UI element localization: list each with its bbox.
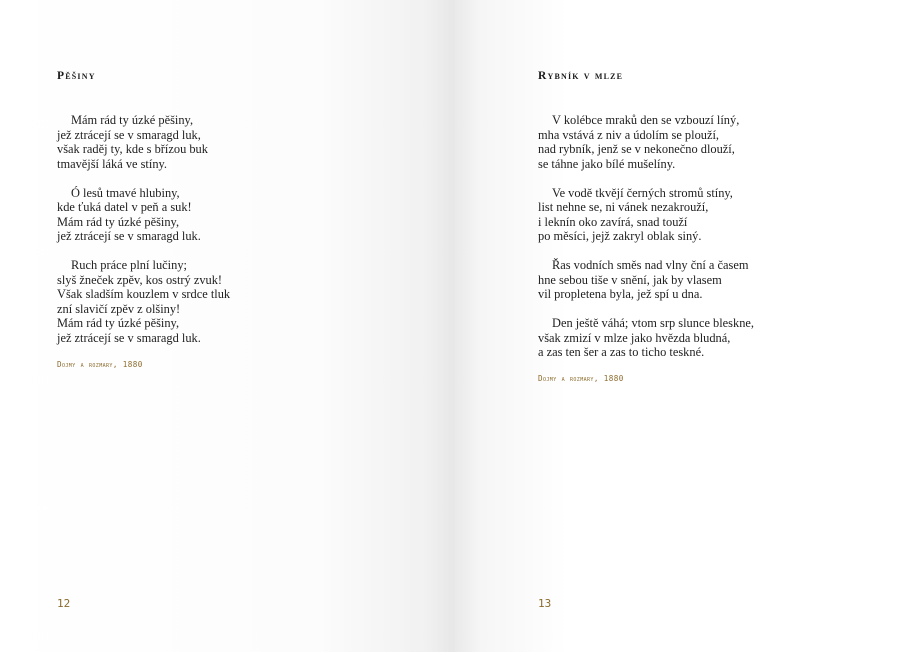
poem-line: Den ještě váhá; vtom srp slunce bleskne, [552,316,754,330]
poem-line: mha vstává z niv a údolím se plouží, [538,127,720,142]
poem-line: hne sebou tiše v snění, jak by vlasem [538,272,722,287]
poem-title: Pěšiny [57,70,96,82]
poem-line: nad rybník, jenž se v nekonečno dlouží, [538,142,735,156]
right-page [454,0,907,652]
poem-source: Dojmy a rozmary, 1880 [538,374,624,383]
poem-line: však raděj ty, kde s břízou buk [57,142,208,156]
right-page-content [538,69,907,383]
poem-line: V kolébce mraků den se vzbouzí líný, [552,113,740,127]
left-page-content [57,69,427,369]
poem-line: Ve vodě tkvějí černých stromů stíny, [552,185,733,200]
poem-source: Dojmy a rozmary, 1880 [57,359,143,369]
poem-line: i leknín oko zavírá, snad touží [538,214,688,229]
page-number: 12 [57,597,71,610]
poem-line: jež ztrácejí se v smaragd luk. [57,330,201,345]
poem-line: Ruch práce plní lučiny; [71,258,187,272]
poem-line: Mám rád ty úzké pěšiny, [71,113,194,127]
poem-line: slyš žneček zpěv, kos ostrý zvuk! [57,272,223,287]
stanza [57,113,427,171]
stanza [538,316,907,360]
poem-line: a zas ten šer a zas to ticho teskné. [538,345,705,359]
poem-line: Mám rád ty úzké pěšiny, [57,214,180,229]
poem-title: Rybník v mlze [538,70,624,82]
stanza [538,258,907,302]
poem-line: Řas vodních směs nad vlny ční a časem [552,258,749,272]
poem-line: Však sladším kouzlem v srdce tluk [57,287,231,301]
poem-line: kde ťuká datel v peň a suk! [57,200,192,214]
poem-line: se táhne jako bílé mušelíny. [538,156,676,171]
poem-line: Mám rád ty úzké pěšiny, [57,316,180,330]
poem-body [538,113,907,360]
poem-line: vil propletena byla, jež spí u dna. [538,287,703,301]
stanza [57,186,427,244]
poem-line: jež ztrácejí se v smaragd luk, [57,127,201,142]
poem-line: po měsíci, jejž zakryl oblak siný. [538,229,702,243]
poem-line: však zmizí v mlze jako hvězda bludná, [538,330,731,345]
page-number: 13 [538,597,552,610]
poem-line: Ó lesů tmavé hlubiny, [71,185,180,200]
stanza [57,258,427,345]
poem-line: jež ztrácejí se v smaragd luk. [57,229,201,243]
poem-line: zní slavičí zpěv z olšiny! [57,301,181,316]
poem-line: list nehne se, ni vánek nezakrouží, [538,200,709,214]
stanza [538,186,907,244]
poem-body [57,113,427,345]
poem-line: tmavější láká ve stíny. [57,156,167,171]
stanza [538,113,907,171]
